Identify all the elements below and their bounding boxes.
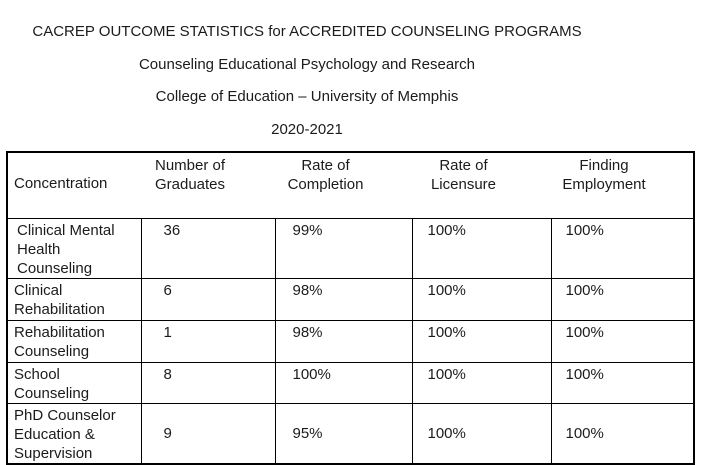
table-row-phd-counselor-education — [7, 403, 694, 464]
cell-rate-of-completion: 100% — [275, 362, 412, 403]
header-line: Completion — [287, 176, 364, 193]
cell-finding-employment: 100% — [551, 362, 694, 403]
table-row-clinical-mental-health — [7, 218, 694, 278]
cell-rate-of-licensure: 100% — [412, 320, 551, 362]
cell-finding-employment: 100% — [551, 218, 694, 278]
doc-title-department: Counseling Educational Psychology and Research — [138, 55, 476, 73]
doc-title-main: CACREP OUTCOME STATISTICS for ACCREDITED COUNSELING PROGRAMS — [32, 23, 582, 40]
cell-finding-employment: 100% — [551, 320, 694, 362]
column-header-finding-employment — [551, 152, 694, 218]
cell-number-of-graduates: 8 — [141, 362, 275, 403]
header-line: Graduates — [154, 176, 226, 193]
cell-rate-of-licensure: 100% — [412, 362, 551, 403]
cell-concentration: Clinical Rehabilitation — [7, 278, 141, 320]
table-row-school-counseling — [7, 362, 694, 403]
cell-finding-employment: 100% — [551, 278, 694, 320]
cell-concentration: Clinical Mental Health Counseling — [7, 218, 141, 278]
cell-rate-of-completion: 95% — [275, 403, 412, 464]
cell-finding-employment: 100% — [551, 403, 694, 464]
document-header — [0, 22, 614, 152]
cell-number-of-graduates: 36 — [141, 218, 275, 278]
doc-title-year: 2020-2021 — [271, 120, 343, 138]
cell-concentration: Rehabilitation Counseling — [7, 320, 141, 362]
column-header-rate-of-licensure — [412, 152, 551, 218]
cell-rate-of-completion: 98% — [275, 320, 412, 362]
header-line: Employment — [562, 176, 646, 193]
cell-number-of-graduates: 6 — [141, 278, 275, 320]
cell-number-of-graduates: 1 — [141, 320, 275, 362]
cell-rate-of-completion: 99% — [275, 218, 412, 278]
header-line: Rate of — [301, 157, 350, 174]
column-header-rate-of-completion — [275, 152, 412, 218]
cell-rate-of-licensure: 100% — [412, 278, 551, 320]
cell-rate-of-licensure: 100% — [412, 218, 551, 278]
table-header-row — [7, 152, 694, 218]
doc-title-college: College of Education – University of Memphis — [155, 88, 459, 105]
outcome-statistics-table — [6, 151, 695, 465]
cell-rate-of-completion: 98% — [275, 278, 412, 320]
cell-concentration: School Counseling — [7, 362, 141, 403]
table-row-rehabilitation-counseling — [7, 320, 694, 362]
table-row-clinical-rehabilitation — [7, 278, 694, 320]
cell-number-of-graduates: 9 — [141, 403, 275, 464]
cell-rate-of-licensure: 100% — [412, 403, 551, 464]
header-line: Finding — [579, 157, 629, 174]
cell-concentration: PhD Counselor Education & Supervision — [7, 403, 141, 464]
header-line: Number of — [154, 157, 226, 174]
header-line: Licensure — [430, 176, 497, 193]
header-line: Rate of — [439, 157, 488, 174]
column-header-concentration: Concentration — [7, 152, 141, 218]
column-header-number-of-graduates — [141, 152, 275, 218]
